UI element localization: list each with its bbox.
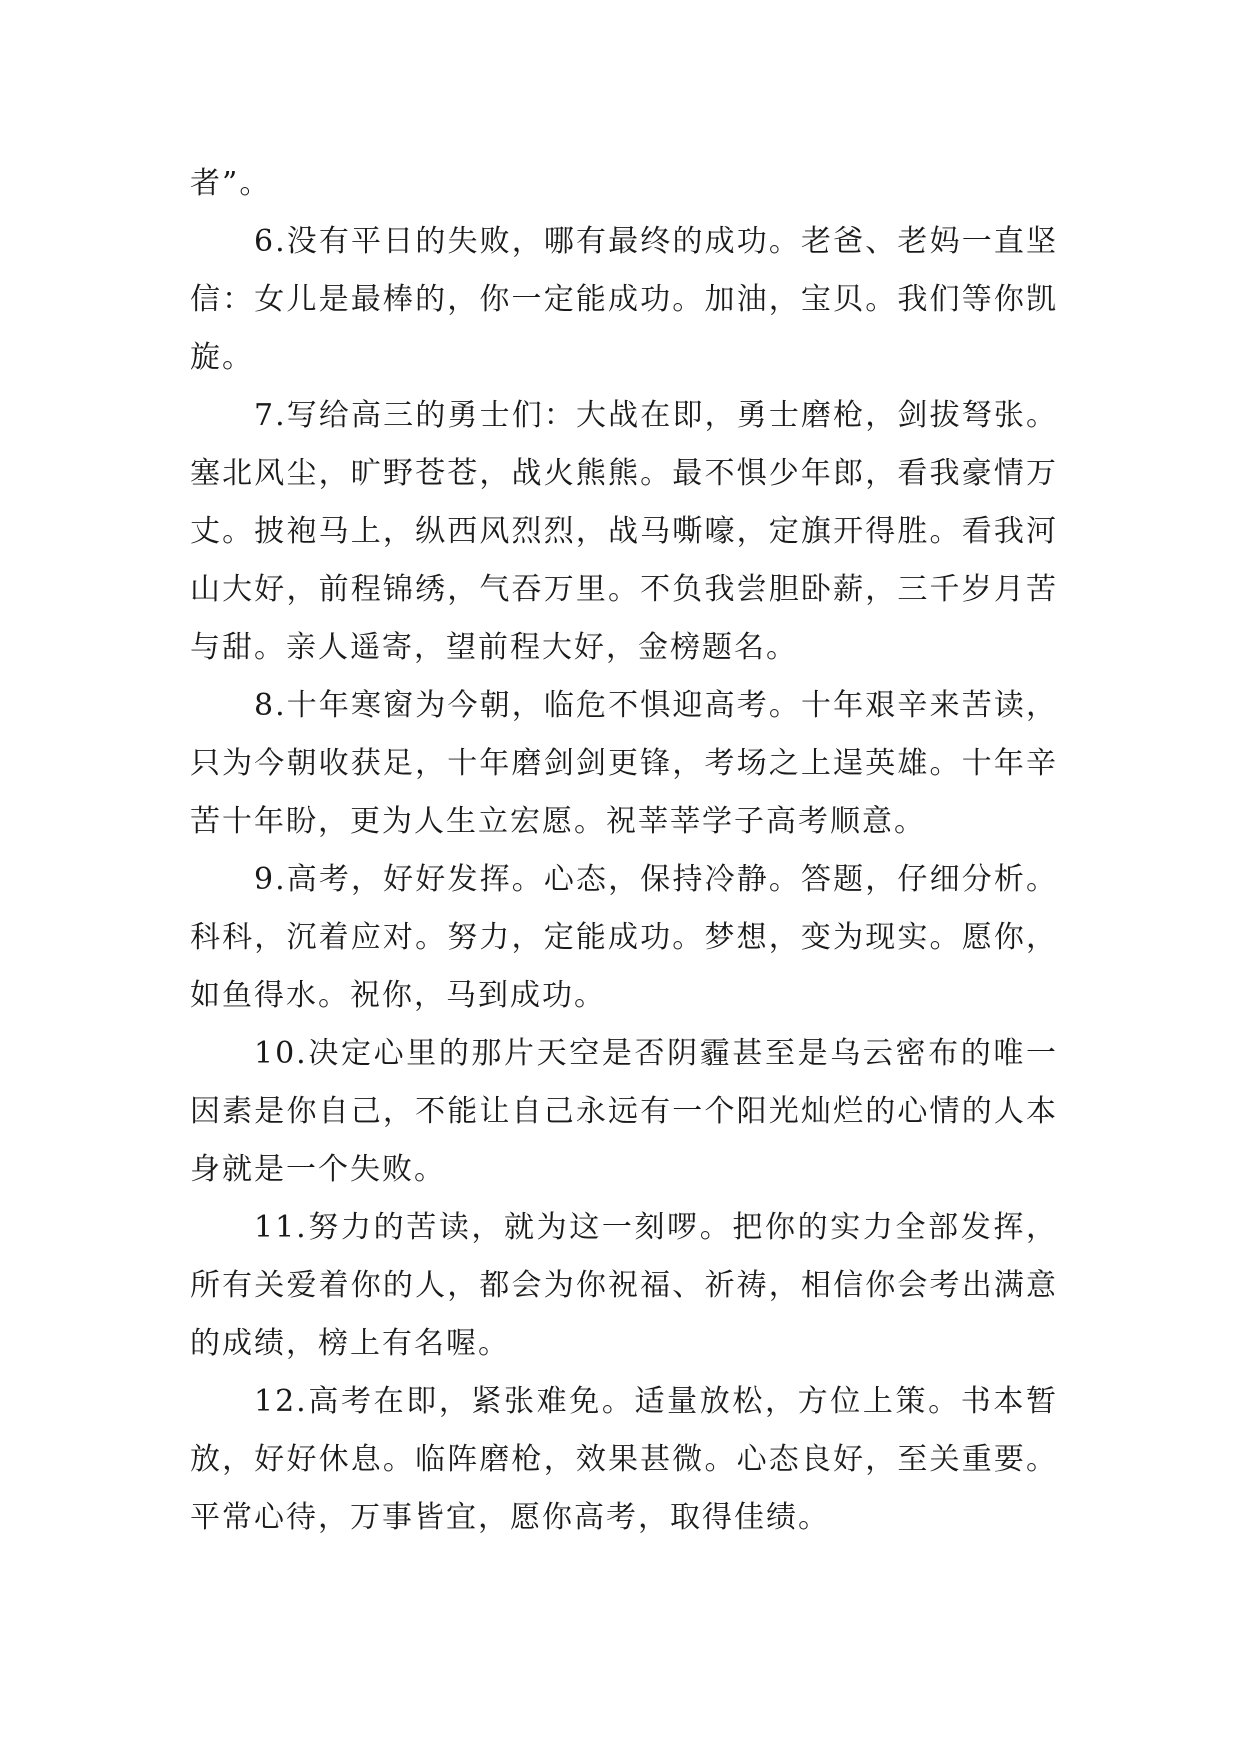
document-body bbox=[190, 155, 1058, 1547]
paragraph-item-8: 8.十年寒窗为今朝，临危不惧迎高考。十年艰辛来苦读，只为今朝收获足，十年磨剑剑更锋，考场之上逞英雄。十年辛苦十年盼，更为人生立宏愿。祝莘莘学子高考顺意。 bbox=[190, 688, 1058, 839]
paragraph-item-9: 9.高考，好好发挥。心态，保持冷静。答题，仔细分析。科科，沉着应对。努力，定能成功。梦想，变为现实。愿你，如鱼得水。祝你，马到成功。 bbox=[190, 862, 1058, 1013]
paragraph-item-11: 11.努力的苦读，就为这一刻啰。把你的实力全部发挥，所有关爱着你的人，都会为你祝福、祈祷，相信你会考出满意的成绩，榜上有名喔。 bbox=[190, 1210, 1058, 1361]
paragraph-item-6: 6.没有平日的失败，哪有最终的成功。老爸、老妈一直坚信：女儿是最棒的，你一定能成功。加油，宝贝。我们等你凯旋。 bbox=[190, 224, 1058, 375]
paragraph-item-7: 7.写给高三的勇士们：大战在即，勇士磨枪，剑拔弩张。塞北风尘，旷野苍苍，战火熊熊。最不惧少年郎，看我豪情万丈。披袍马上，纵西风烈烈，战马嘶嚎，定旗开得胜。看我河山大好，前程锦绣，气吞万里。不负我尝胆卧薪，三千岁月苦与甜。亲人遥寄，望前程大好，金榜题名。 bbox=[190, 398, 1058, 665]
paragraph-item-12: 12.高考在即，紧张难免。适量放松，方位上策。书本暂放，好好休息。临阵磨枪，效果甚微。心态良好，至关重要。平常心待，万事皆宜，愿你高考，取得佳绩。 bbox=[190, 1384, 1058, 1535]
paragraph-continuation: 者”。 bbox=[190, 166, 272, 201]
paragraph-item-10: 10.决定心里的那片天空是否阴霾甚至是乌云密布的唯一因素是你自己，不能让自己永远有一个阳光灿烂的心情的人本身就是一个失败。 bbox=[190, 1036, 1058, 1187]
